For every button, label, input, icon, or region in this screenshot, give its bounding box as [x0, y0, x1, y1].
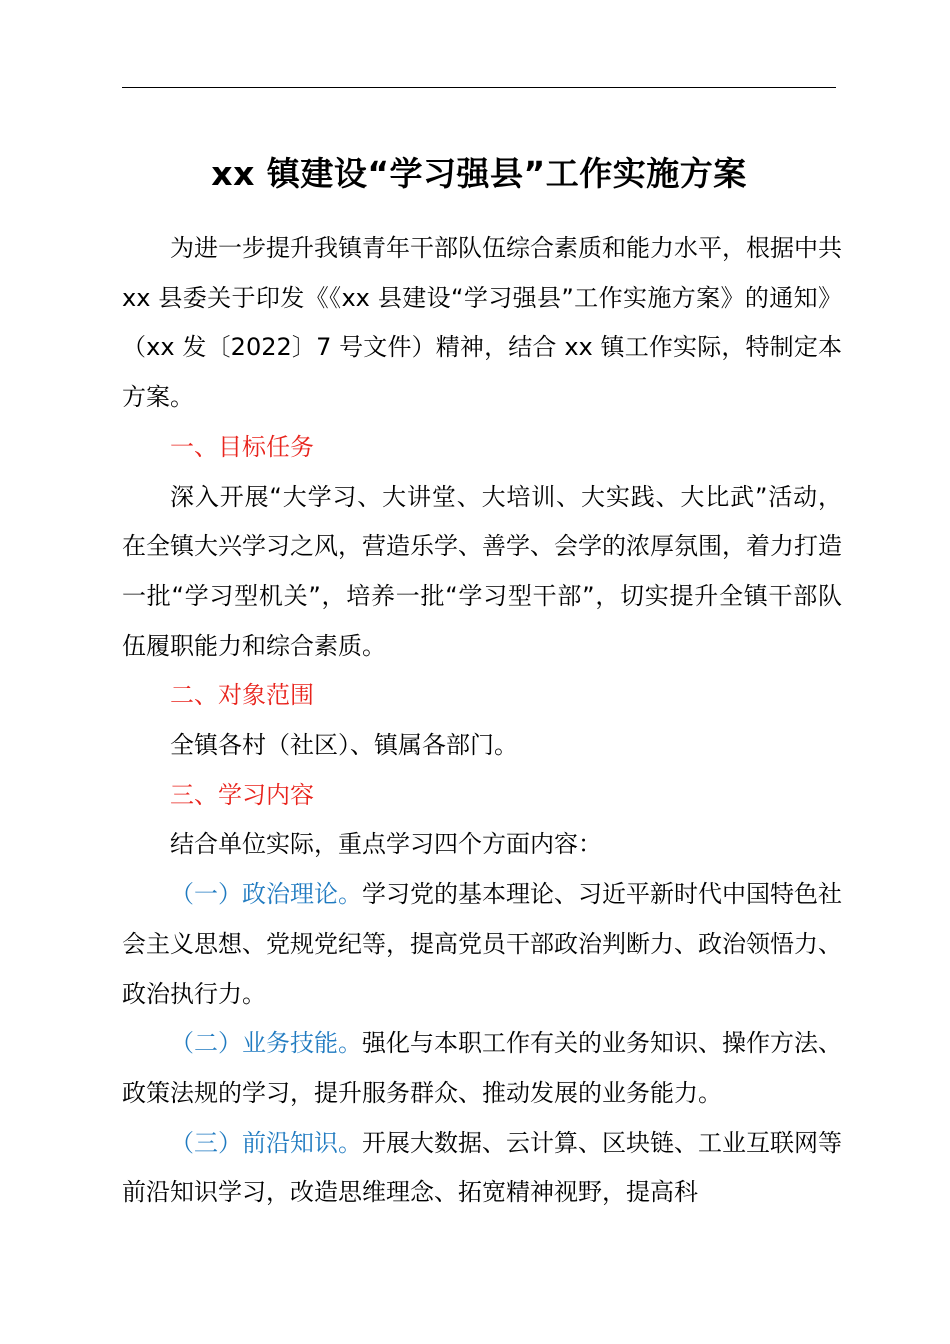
section-heading-content: 三、学习内容: [170, 780, 314, 809]
document-body: [122, 224, 842, 1218]
content-item-frontier: [122, 1119, 842, 1218]
intro-paragraph: 为进一步提升我镇青年干部队伍综合素质和能力水平，根据中共 xx 县委关于印发《《xx 县建设“学习强县”工作实施方案》的通知》（xx 发〔2022〕7 号文件）精神，结合 xx 镇工作实际，特制定本方案。: [122, 234, 842, 412]
section-body-content: 结合单位实际，重点学习四个方面内容：: [170, 830, 602, 859]
content-item-label: （三）前沿知识。: [170, 1128, 362, 1157]
document-title: xx 镇建设“学习强县”工作实施方案: [211, 154, 747, 193]
content-item-text: 开展大数据、云计算、区块链、工业互联网等前沿知识学习，改造思维理念、拓宽精神视野，提高科: [122, 1128, 842, 1207]
section-heading-scope: 二、对象范围: [170, 681, 314, 710]
content-item-text: 学习党的基本理论、习近平新时代中国特色社会主义思想、党规党纪等，提高党员干部政治判断力、政治领悟力、政治执行力。: [122, 880, 842, 1008]
content-item-text: 强化与本职工作有关的业务知识、操作方法、政策法规的学习，提升服务群众、推动发展的业务能力。: [122, 1029, 842, 1107]
content-item-skills: [122, 1019, 842, 1118]
section-heading-goals: 一、目标任务: [170, 432, 314, 461]
content-item-label: （二）业务技能。: [170, 1029, 362, 1058]
section-body-scope: 全镇各村（社区）、镇属各部门。: [170, 731, 518, 760]
section-body-goals: 深入开展“大学习、大讲堂、大培训、大实践、大比武”活动，在全镇大兴学习之风，营造乐学、善学、会学的浓厚氛围，着力打造一批“学习型机关”，培养一批“学习型干部”，切实提升全镇干部队伍履职能力和综合素质。: [122, 482, 842, 660]
content-item-label: （一）政治理论。: [170, 880, 362, 909]
header-rule: [122, 87, 836, 88]
content-item-politics: [122, 870, 842, 1019]
